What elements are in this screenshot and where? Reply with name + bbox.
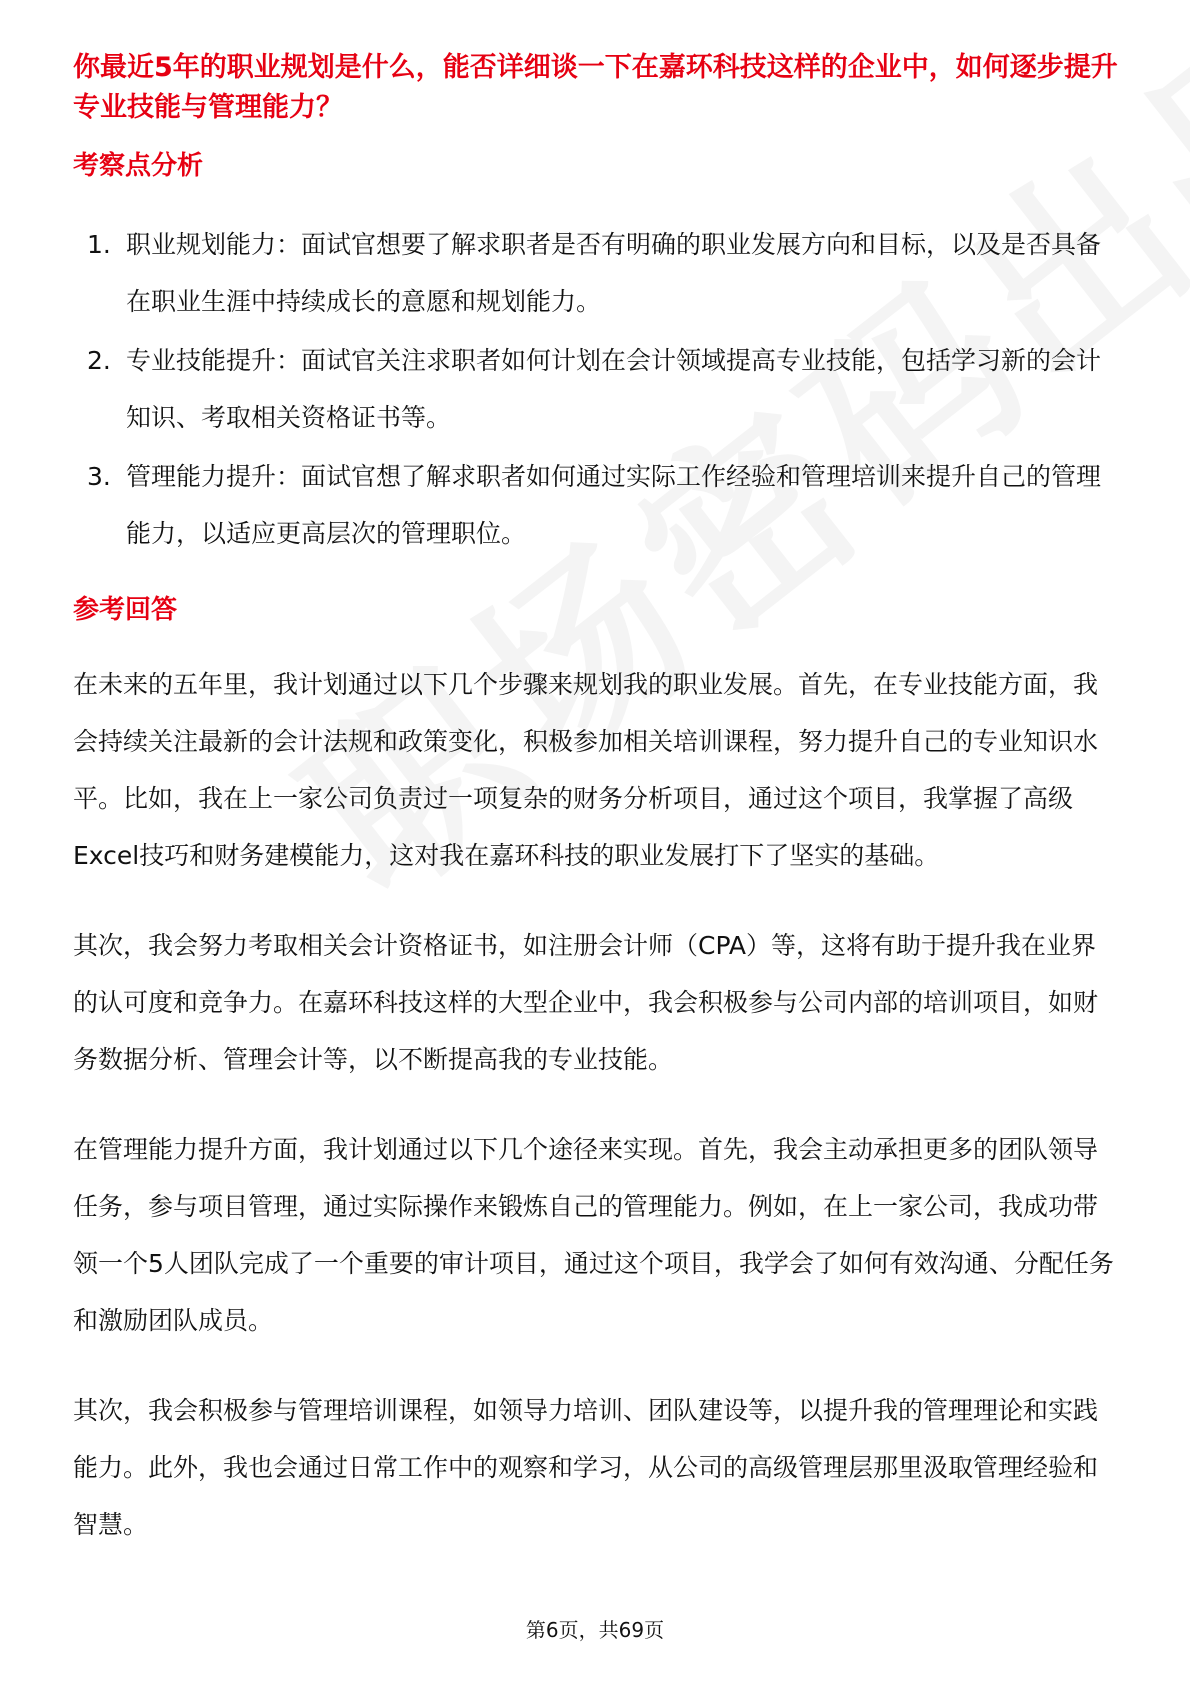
analysis-item-number: 3. xyxy=(87,462,111,491)
analysis-item xyxy=(73,332,1118,446)
analysis-item-number: 2. xyxy=(87,346,111,375)
answer-paragraph: 在管理能力提升方面，我计划通过以下几个途径来实现。首先，我会主动承担更多的团队领导任务，参与项目管理，通过实际操作来锻炼自己的管理能力。例如，在上一家公司，我成功带领一个5人团队完成了一个重要的审计项目，通过这个项目，我学会了如何有效沟通、分配任务和激励团队成员。 xyxy=(73,1135,1114,1335)
analysis-item-text: 职业规划能力：面试官想要了解求职者是否有明确的职业发展方向和目标，以及是否具备在职业生涯中持续成长的意愿和规划能力。 xyxy=(126,230,1102,316)
analysis-item-number: 1. xyxy=(87,230,111,259)
answer-paragraph: 在未来的五年里，我计划通过以下几个步骤来规划我的职业发展。首先，在专业技能方面，我会持续关注最新的会计法规和政策变化，积极参加相关培训课程，努力提升自己的专业知识水平。比如，我在上一家公司负责过一项复杂的财务分析项目，通过这个项目，我掌握了高级Excel技巧和财务建模能力，这对我在嘉环科技的职业发展打下了坚实的基础。 xyxy=(73,670,1099,870)
analysis-item-text: 专业技能提升：面试官关注求职者如何计划在会计领域提高专业技能，包括学习新的会计知识、考取相关资格证书等。 xyxy=(126,346,1102,432)
reference-section-title: 参考回答 xyxy=(73,595,178,625)
reference-answer xyxy=(73,656,1118,1553)
analysis-item xyxy=(73,448,1118,562)
analysis-section-title: 考察点分析 xyxy=(73,151,204,181)
analysis-list xyxy=(73,216,1118,562)
analysis-item xyxy=(73,216,1118,330)
question-heading: 你最近5年的职业规划是什么，能否详细谈一下在嘉环科技这样的企业中，如何逐步提升专业技能与管理能力？ xyxy=(73,52,1118,123)
answer-paragraph: 其次，我会努力考取相关会计资格证书，如注册会计师（CPA）等，这将有助于提升我在业界的认可度和竞争力。在嘉环科技这样的大型企业中，我会积极参与公司内部的培训项目，如财务数据分析、管理会计等，以不断提高我的专业技能。 xyxy=(73,931,1099,1074)
page-number-footer: 第6页，共69页 xyxy=(525,1618,665,1642)
analysis-item-text: 管理能力提升：面试官想了解求职者如何通过实际工作经验和管理培训来提升自己的管理能力，以适应更高层次的管理职位。 xyxy=(126,462,1102,548)
answer-paragraph: 其次，我会积极参与管理培训课程，如领导力培训、团队建设等，以提升我的管理理论和实践能力。此外，我也会通过日常工作中的观察和学习，从公司的高级管理层那里汲取管理经验和智慧。 xyxy=(73,1396,1099,1539)
page-content xyxy=(73,48,1118,1553)
